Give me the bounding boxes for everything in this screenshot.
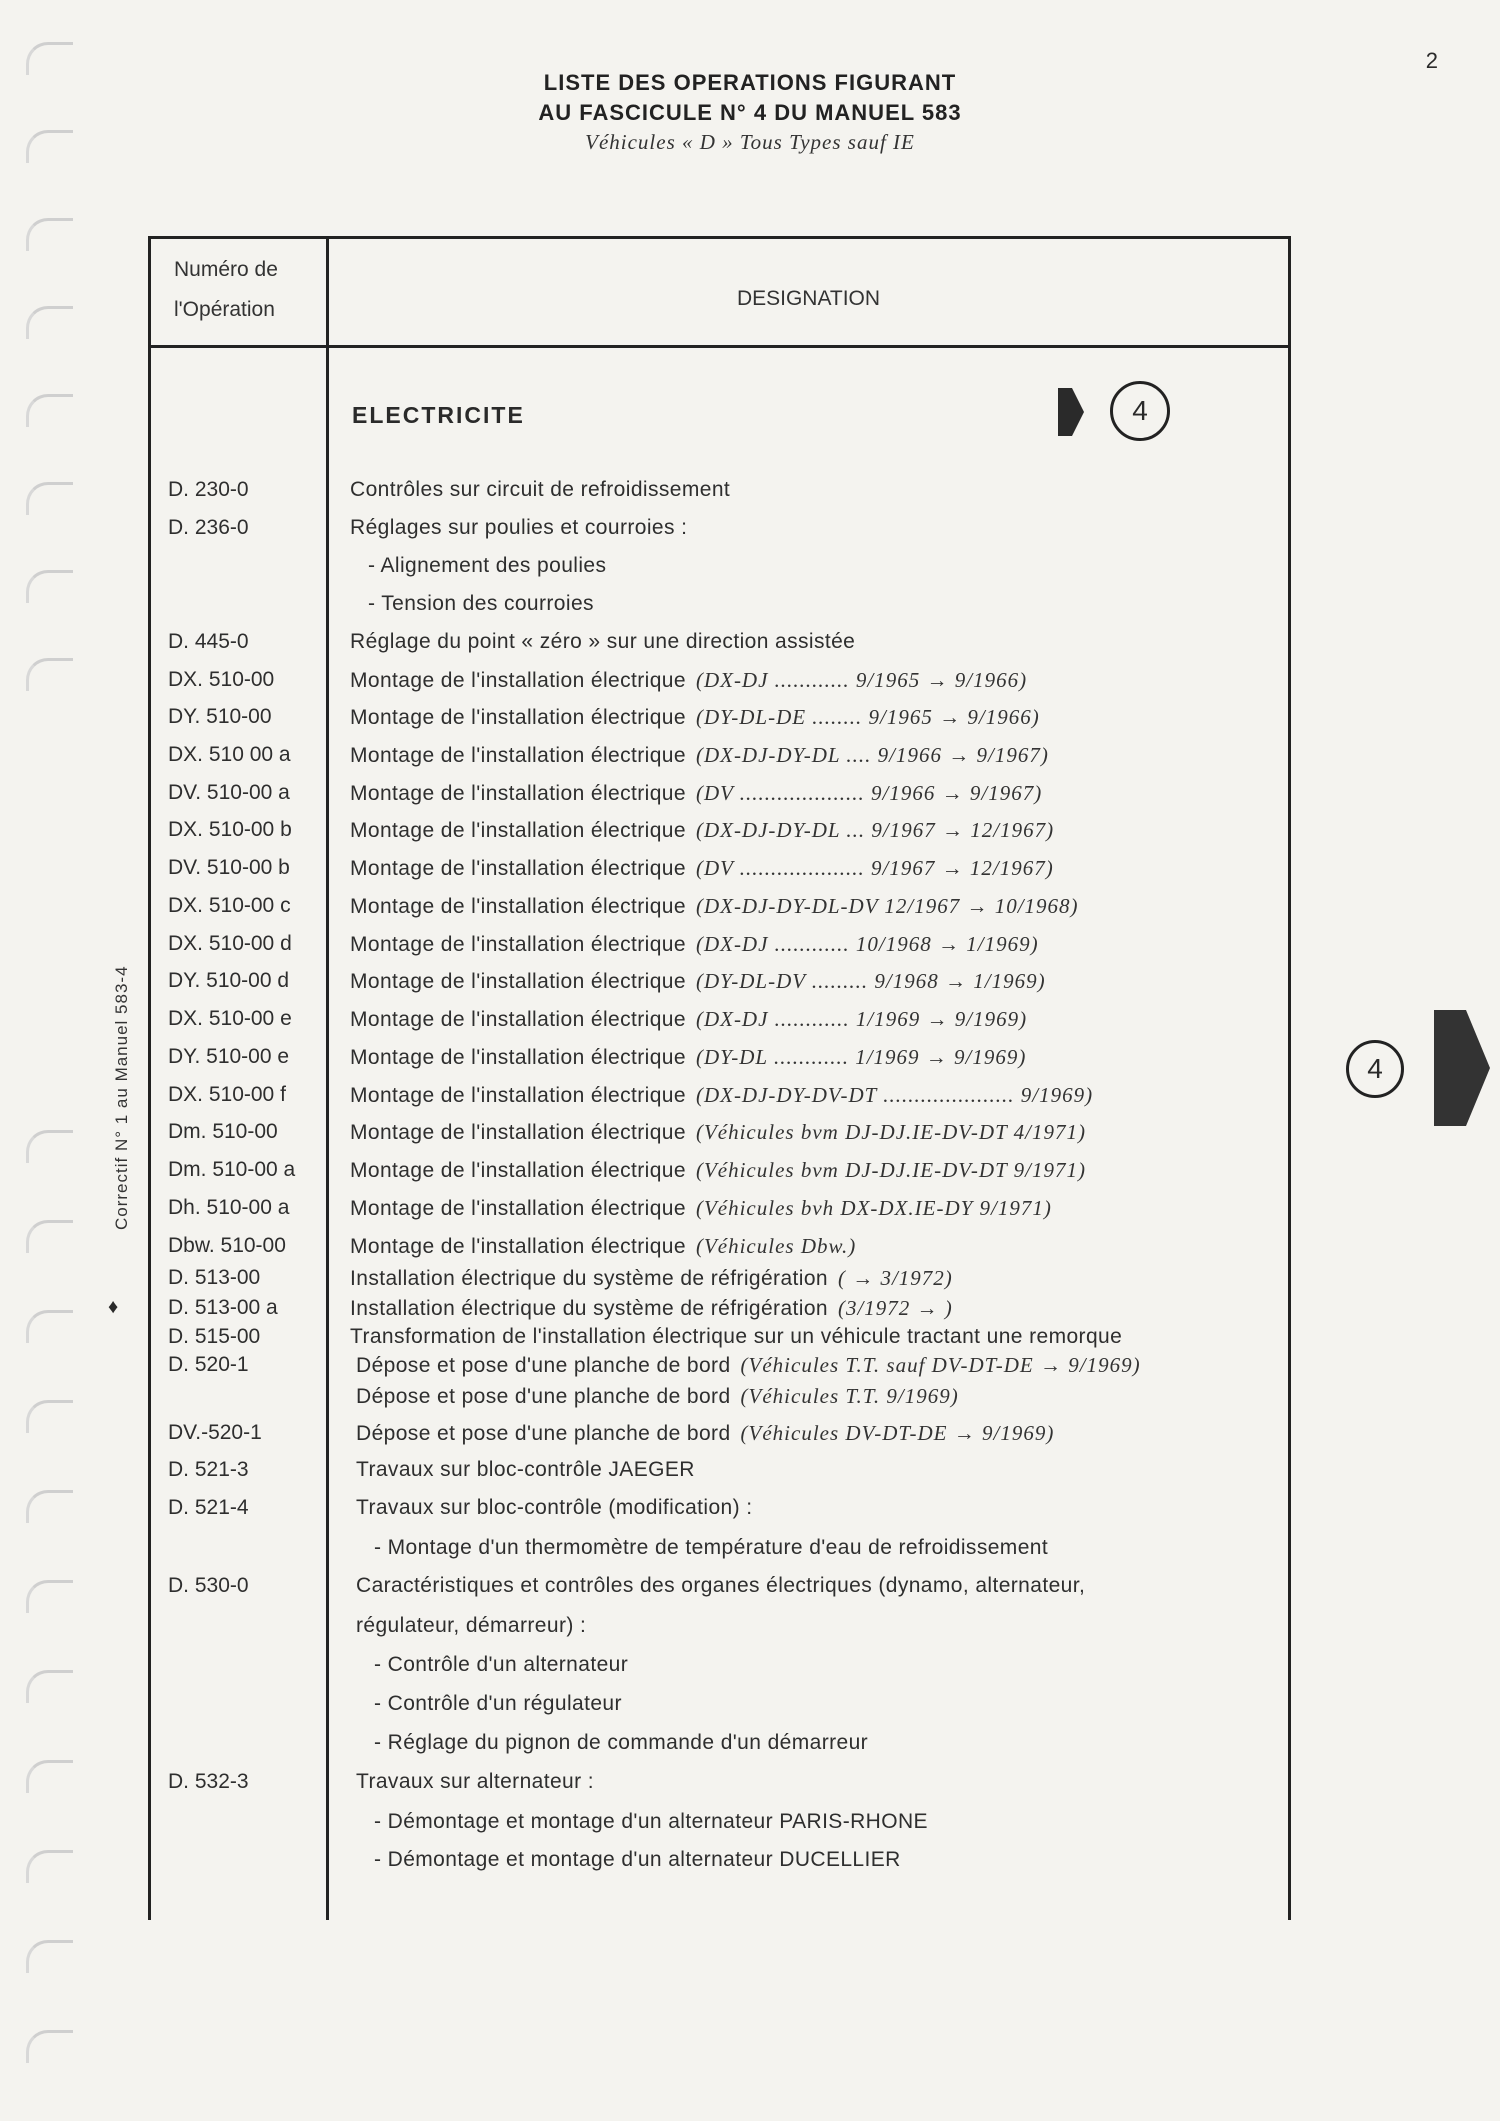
designation	[350, 1196, 1052, 1221]
page-subtitle: Véhicules « D » Tous Types sauf IE	[585, 130, 915, 154]
designation-text: - Contrôle d'un alternateur	[374, 1653, 629, 1676]
designation-note: (DX-DJ-DY-DL .... 9/1966 → 9/1967)	[695, 743, 1049, 767]
designation-text: - Démontage et montage d'un alternateur PARIS-RHONE	[374, 1810, 928, 1833]
designation	[350, 478, 730, 502]
designation-text: Montage de l'installation électrique	[350, 1008, 686, 1031]
table-header-border	[148, 345, 1290, 348]
designation-text: Travaux sur bloc-contrôle JAEGER	[356, 1458, 695, 1481]
designation-text: Montage de l'installation électrique	[350, 895, 686, 918]
designation	[350, 1234, 856, 1259]
designation-text: - Contrôle d'un régulateur	[374, 1692, 622, 1715]
designation-note: (Véhicules bvm DJ-DJ.IE-DV-DT 9/1971)	[695, 1158, 1086, 1182]
designation	[350, 668, 1027, 693]
designation-text: Dépose et pose d'une planche de bord	[356, 1354, 731, 1377]
designation	[374, 1653, 628, 1677]
designation	[350, 818, 1054, 843]
designation-text: - Tension des courroies	[368, 592, 594, 615]
operation-number: DX. 510-00 b	[168, 818, 292, 841]
col1-header-line2: l'Opération	[174, 298, 275, 321]
col1-header-line1: Numéro de	[174, 258, 278, 281]
designation	[368, 592, 594, 616]
designation	[350, 630, 855, 654]
designation-text: Montage de l'installation électrique	[350, 1084, 686, 1107]
table-right-border	[1288, 236, 1291, 1920]
pointer-arrow-icon	[1056, 386, 1086, 438]
designation-note: (Véhicules T.T. 9/1969)	[740, 1384, 959, 1408]
designation-text: Montage de l'installation électrique	[350, 933, 686, 956]
operation-number: Dbw. 510-00	[168, 1234, 286, 1257]
table-top-border	[148, 236, 1290, 239]
designation-note: (DV .................... 9/1967 → 12/1967)	[695, 856, 1054, 880]
designation-note: (3/1972 → )	[837, 1296, 953, 1320]
designation-text: Réglage du point « zéro » sur une direction assistée	[350, 630, 856, 653]
designation-note: (Véhicules T.T. sauf DV-DT-DE → 9/1969)	[740, 1353, 1141, 1377]
designation-note: (DX-DJ ............ 1/1969 → 9/1969)	[695, 1007, 1028, 1031]
operation-number: D. 521-3	[168, 1458, 249, 1481]
designation-note: (Véhicules bvh DX-DX.IE-DY 9/1971)	[695, 1196, 1052, 1220]
designation-text: Montage de l'installation électrique	[350, 970, 686, 993]
designation-text: - Montage d'un thermomètre de température d'eau de refroidissement	[374, 1536, 1049, 1559]
operation-number: D. 515-00	[168, 1325, 261, 1348]
designation-text: Montage de l'installation électrique	[350, 1159, 686, 1182]
designation-text: Installation électrique du système de réfrigération	[350, 1297, 828, 1320]
designation-note: (DX-DJ-DY-DV-DT ..................... 9/1969)	[695, 1083, 1094, 1107]
designation-text: Dépose et pose d'une planche de bord	[356, 1422, 731, 1445]
designation	[356, 1614, 586, 1638]
designation-text: Transformation de l'installation électrique sur un véhicule tractant une remorque	[350, 1325, 1123, 1348]
operation-number: D. 520-1	[168, 1353, 249, 1376]
page-number: 2	[1425, 48, 1438, 73]
designation-text: Dépose et pose d'une planche de bord	[356, 1385, 731, 1408]
col2-header: DESIGNATION	[736, 287, 881, 310]
designation	[350, 1325, 1122, 1349]
designation-note: (DX-DJ ............ 10/1968 → 1/1969)	[695, 932, 1039, 956]
table-column-divider	[326, 236, 329, 1920]
designation-note: (DX-DJ ............ 9/1965 → 9/1966)	[695, 668, 1028, 692]
operation-number: D. 230-0	[168, 478, 249, 501]
designation-text: régulateur, démarreur) :	[356, 1614, 587, 1637]
designation-text: Installation électrique du système de réfrigération	[350, 1267, 828, 1290]
designation	[356, 1384, 959, 1409]
designation	[356, 1574, 1085, 1598]
designation-text: - Démontage et montage d'un alternateur DUCELLIER	[374, 1848, 901, 1871]
designation-text: Montage de l'installation électrique	[350, 1197, 686, 1220]
col1-header	[174, 250, 278, 330]
designation-text: Montage de l'installation électrique	[350, 1121, 686, 1144]
designation-note: (DX-DJ-DY-DL-DV 12/1967 → 10/1968)	[695, 894, 1079, 918]
operation-number: DX. 510-00 f	[168, 1083, 286, 1106]
designation-text: Travaux sur alternateur :	[356, 1770, 594, 1793]
designation	[350, 1007, 1027, 1032]
designation	[350, 781, 1042, 806]
designation-text: Montage de l'installation électrique	[350, 744, 686, 767]
designation-text: Montage de l'installation électrique	[350, 857, 686, 880]
margin-badge: 4	[1346, 1040, 1404, 1098]
designation-text: Montage de l'installation électrique	[350, 706, 686, 729]
margin-marker: ♦	[108, 1296, 119, 1318]
operation-number: D. 532-3	[168, 1770, 249, 1793]
designation	[350, 1266, 953, 1291]
designation-note: (DX-DJ-DY-DL ... 9/1967 → 12/1967)	[695, 818, 1055, 842]
designation	[350, 705, 1040, 730]
designation	[350, 1045, 1026, 1070]
designation-note: (DY-DL-DV ......... 9/1968 → 1/1969)	[695, 969, 1046, 993]
section-title: ELECTRICITE	[352, 402, 525, 428]
operation-number: DV. 510-00 b	[168, 856, 290, 879]
designation-text: Montage de l'installation électrique	[350, 669, 686, 692]
designation-text: Caractéristiques et contrôles des organes électriques (dynamo, alternateur,	[356, 1574, 1086, 1597]
designation-note: (Véhicules bvm DJ-DJ.IE-DV-DT 4/1971)	[695, 1120, 1086, 1144]
operation-number: DX. 510 00 a	[168, 743, 291, 766]
designation-note: (DY-DL ............ 1/1969 → 9/1969)	[695, 1045, 1027, 1069]
operation-number: DX. 510-00	[168, 668, 275, 691]
designation	[350, 1158, 1086, 1183]
designation	[350, 1296, 953, 1321]
side-correction-note: Correctif N° 1 au Manuel 583-4	[112, 965, 131, 1230]
operation-number: Dm. 510-00 a	[168, 1158, 296, 1181]
operation-number: D. 513-00 a	[168, 1296, 278, 1319]
designation-note: (DY-DL-DE ........ 9/1965 → 9/1966)	[695, 705, 1040, 729]
page-title-line2: AU FASCICULE N° 4 DU MANUEL 583	[538, 100, 962, 125]
designation-text: Contrôles sur circuit de refroidissement	[350, 478, 731, 501]
operation-number: Dm. 510-00	[168, 1120, 278, 1143]
operation-number: D. 513-00	[168, 1266, 261, 1289]
designation	[374, 1536, 1048, 1560]
designation-note: (DV .................... 9/1966 → 9/1967)	[695, 781, 1043, 805]
designation	[356, 1458, 695, 1482]
designation-note: (Véhicules DV-DT-DE → 9/1969)	[740, 1421, 1055, 1445]
operation-number: D. 521-4	[168, 1496, 249, 1519]
designation	[350, 516, 687, 540]
section-badge: 4	[1110, 381, 1170, 441]
designation	[350, 894, 1079, 919]
designation-text: - Réglage du pignon de commande d'un démarreur	[374, 1731, 869, 1754]
operation-number: Dh. 510-00 a	[168, 1196, 290, 1219]
designation-note: (Véhicules Dbw.)	[695, 1234, 857, 1258]
designation	[374, 1848, 901, 1872]
operation-number: DX. 510-00 c	[168, 894, 291, 917]
designation	[350, 1120, 1086, 1145]
designation	[350, 969, 1046, 994]
operation-number: DY. 510-00	[168, 705, 272, 728]
operation-number: DY. 510-00 e	[168, 1045, 290, 1068]
designation	[356, 1770, 594, 1794]
margin-pointer-icon	[1430, 1000, 1494, 1136]
operation-number: DX. 510-00 d	[168, 932, 292, 955]
designation-text: Montage de l'installation électrique	[350, 1235, 686, 1258]
designation-text: - Alignement des poulies	[368, 554, 607, 577]
designation	[356, 1496, 753, 1520]
designation	[350, 932, 1039, 957]
designation	[374, 1810, 928, 1834]
page-title-line1: LISTE DES OPERATIONS FIGURANT	[543, 70, 957, 95]
designation	[350, 743, 1049, 768]
designation-text: Montage de l'installation électrique	[350, 782, 686, 805]
designation	[350, 856, 1054, 881]
designation	[374, 1692, 622, 1716]
designation-text: Réglages sur poulies et courroies :	[350, 516, 688, 539]
operation-number: D. 530-0	[168, 1574, 249, 1597]
designation	[356, 1353, 1141, 1378]
operation-number: D. 445-0	[168, 630, 249, 653]
designation	[350, 1083, 1093, 1108]
designation-text: Travaux sur bloc-contrôle (modification) :	[356, 1496, 753, 1519]
operation-number: DX. 510-00 e	[168, 1007, 292, 1030]
operation-number: D. 236-0	[168, 516, 249, 539]
designation	[368, 554, 606, 578]
designation	[374, 1731, 868, 1755]
designation	[356, 1421, 1054, 1446]
designation-text: Montage de l'installation électrique	[350, 819, 686, 842]
operation-number: DY. 510-00 d	[168, 969, 290, 992]
operation-number: DV. 510-00 a	[168, 781, 290, 804]
designation-note: ( → 3/1972)	[837, 1266, 953, 1290]
table-left-border	[148, 236, 151, 1920]
operation-number: DV.-520-1	[168, 1421, 262, 1444]
designation-text: Montage de l'installation électrique	[350, 1046, 686, 1069]
